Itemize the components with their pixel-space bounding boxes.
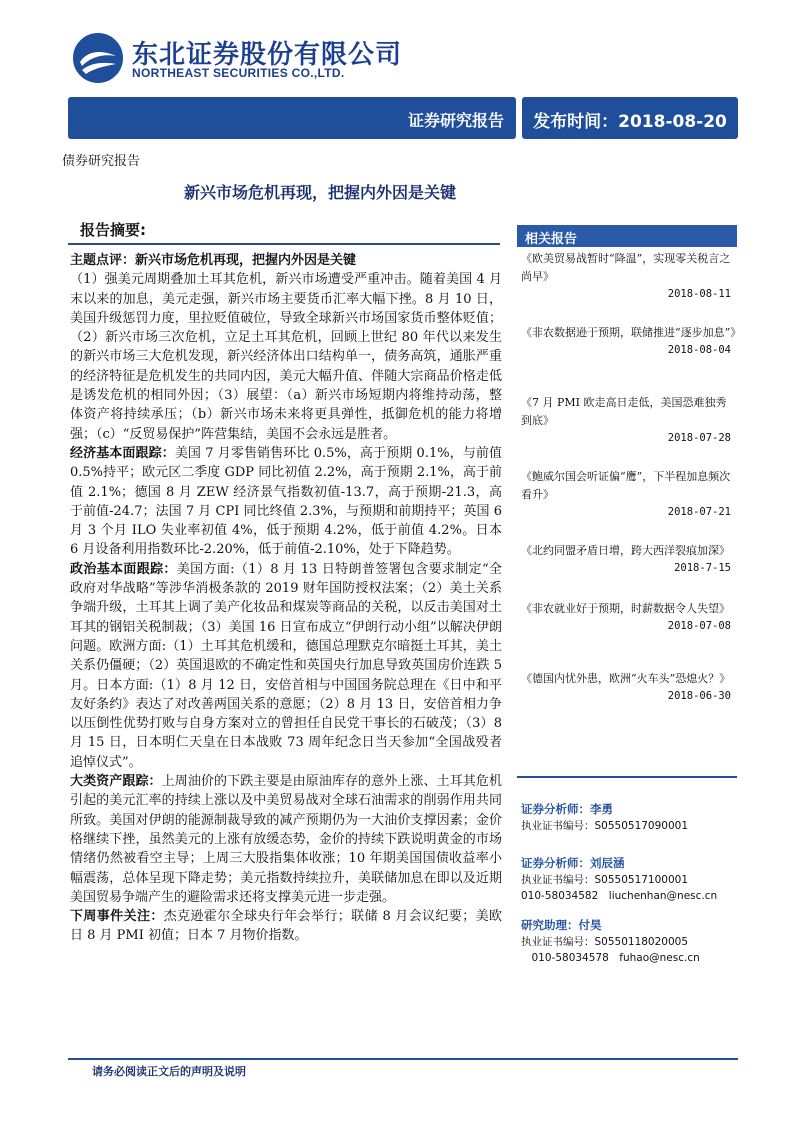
analyst-certificate: 执业证书编号：S0550517090001 bbox=[521, 820, 689, 832]
related-report-item[interactable] bbox=[521, 324, 742, 394]
summary-paragraph-events bbox=[70, 907, 502, 946]
related-report-title[interactable]: 《德国内忧外患，欧洲“火车头”恐熄火？》 bbox=[521, 672, 731, 685]
report-type-label: 证券研究报告 bbox=[407, 111, 504, 130]
paragraph-key: 政治基本面跟踪： bbox=[70, 561, 177, 577]
report-type-banner bbox=[68, 97, 516, 139]
analyst-name: 研究助理：付昊 bbox=[521, 918, 602, 932]
related-report-date: 2018-07-28 bbox=[667, 432, 731, 444]
related-reports-label: 相关报告 bbox=[525, 232, 578, 247]
related-report-date: 2018-07-21 bbox=[667, 506, 731, 518]
paragraph-text: （1）强美元周期叠加土耳其危机，新兴市场遭受严重冲击。随着美国 4 月末以来的加息，美元走强，新兴市场主要货币汇率大幅下挫。8 月 10 日，美国升级惩罚力度，里拉贬值破位，导致全球新兴市场国家货币整体贬值；（2）新兴市场三次危机，立足土耳其危机，回顾上世纪 80 年代以来发生的新兴市场三大危机发现，新兴经济体出口结构单一，债务高筑，通胀严重的经济特征是危机发生的共同内因，美元大幅升值、伴随大宗商品价格走低是诱发危机的相同外因；（3）展望：（a）新兴市场短期内将维持动荡，整体资产将持续承压；（b）新兴市场未来将更具弹性，抵御危机的能力将增强；（c）“反贸易保护”阵营集结，美国不会永远是胜者。 bbox=[70, 272, 502, 442]
analyst-card bbox=[521, 854, 737, 904]
paragraph-text: 杰克逊霍尔全球央行年会举行；联储 8 月会议纪要；美欧日 8 月 PMI 初值；日本 7 月物价指数。 bbox=[70, 909, 502, 944]
related-report-item[interactable] bbox=[521, 670, 737, 730]
summary-paragraph-assets bbox=[70, 772, 502, 907]
summary-paragraph-theme bbox=[70, 251, 502, 444]
paragraph-text: 美国方面:（1）8 月 13 日特朗普签署包含要求制定“全政府对华战略”等涉华消极条款的 2019 财年国防授权法案；（2）美土关系争端升级，土耳其上调了美产化妆品和煤炭等商品的关税，以反击美国对土耳其的钢铝关税制裁；（3）美国 16 日宣布成立“伊朗行动小组”以解决伊朗问题。欧洲方面:（1）土耳其危机缓和，德国总理默克尔暗挺土耳其，美土关系仍僵硬；（2）英国退欧的不确定性和英国央行加息导致英国房价连跌 5 月。日本方面:（1）8 月 12 日，安倍首相与中国国务院总理在《日中和平友好条约》表达了对改善两国关系的意愿；（2）8 月 13 日，安倍首相力争以压倒性优势打败与自身方案对立的曾担任自民党干事长的石破茂；（3）8 月 15 日，日本明仁天皇在日本战败 73 周年纪念日当天参加“全国战殁者追悼仪式”。 bbox=[70, 561, 502, 770]
right-column-divider bbox=[517, 776, 737, 778]
publish-date: 发布时间：2018-08-20 bbox=[533, 112, 727, 132]
related-report-item[interactable] bbox=[521, 600, 737, 670]
footer-divider bbox=[68, 1058, 738, 1060]
related-report-item[interactable] bbox=[521, 250, 737, 324]
summary-paragraph-politics bbox=[70, 560, 502, 772]
company-logo-icon bbox=[72, 32, 124, 84]
related-report-item[interactable] bbox=[521, 394, 737, 468]
related-report-title[interactable]: 《非农就业好于预期，时薪数据令人失望》 bbox=[521, 602, 730, 615]
analyst-name: 证券分析师：刘辰涵 bbox=[521, 856, 625, 870]
paragraph-key: 经济基本面跟踪： bbox=[70, 445, 175, 461]
analyst-certificate: 执业证书编号：S0550118020005 bbox=[521, 936, 689, 948]
related-report-date: 2018-7-15 bbox=[674, 562, 731, 574]
summary-divider bbox=[68, 243, 500, 245]
summary-body bbox=[70, 251, 502, 946]
paragraph-text: 上周油价的下跌主要是由原油库存的意外上涨、土耳其危机引起的美元汇率的持续上涨以及中美贸易战对全球石油需求的削弱作用共同所致。美国对伊朗的能源制裁导致的减产预期仍为一大油价支撑因素；金价格继续下挫，虽然美元的上涨有放缓态势，金价的持续下跌说明黄金的市场情绪仍然被看空主导；上周三大股指集体收涨；10 年期美国国债收益率小幅震荡，总体呈现下降走势；美元指数持续拉升，美联储加息在即以及近期美国贸易争端产生的避险需求还将支撑美元进一步走强。 bbox=[70, 774, 502, 905]
analyst-list bbox=[521, 800, 737, 976]
report-category: 债券研究报告 bbox=[62, 154, 141, 169]
related-report-item[interactable] bbox=[521, 468, 737, 542]
related-reports-header bbox=[517, 225, 737, 247]
related-report-date: 2018-08-04 bbox=[667, 344, 731, 356]
paragraph-key: 大类资产跟踪： bbox=[70, 774, 162, 790]
related-report-date: 2018-07-08 bbox=[667, 620, 731, 632]
related-reports-list bbox=[521, 250, 742, 730]
summary-heading: 报告摘要: bbox=[80, 221, 146, 239]
analyst-contact[interactable]: 010-58034582 liuchenhan@nesc.cn bbox=[521, 890, 718, 902]
analyst-name: 证券分析师：李勇 bbox=[521, 802, 613, 816]
paragraph-text: 美国 7 月零售销售环比 0.5%，高于预期 0.1%，与前值 0.5%持平；欧元区二季度 GDP 同比初值 2.2%，高于预期 2.1%，高于前值 2.1%；德国 8 月 ZEW 经济景气指数初值-13.7，高于预期-21.3，高于前值-24.7；法国 7 月 CPI 同比终值 2.3%，与预期和前期持平；英国 6 月 3 个月 ILO 失业率初值 4%，低于预期 4.2%，低于前值 4.2%。日本 6 月设备利用指数环比-2.20%，低于前值-2.10%，处于下降趋势。 bbox=[70, 445, 502, 558]
analyst-certificate: 执业证书编号：S0550517100001 bbox=[521, 874, 689, 886]
related-report-title[interactable]: 《鲍威尔国会听证偏“鹰”，下半程加息频次看升》 bbox=[521, 470, 731, 501]
related-report-title[interactable]: 《7 月 PMI 欧走高日走低，美国恐难独秀到底》 bbox=[521, 396, 727, 427]
paragraph-key: 下周事件关注： bbox=[70, 909, 164, 925]
related-report-title[interactable]: 《欧美贸易战暂时“降温”，实现零关税言之尚早》 bbox=[521, 252, 731, 283]
related-report-title[interactable]: 《北约同盟矛盾日增，跨大西洋裂痕加深》 bbox=[521, 544, 730, 557]
summary-paragraph-economy bbox=[70, 444, 502, 560]
related-report-date: 2018-08-11 bbox=[667, 288, 731, 300]
company-name-en: NORTHEAST SECURITIES CO.,LTD. bbox=[132, 66, 345, 80]
related-report-item[interactable] bbox=[521, 542, 737, 600]
page-title: 新兴市场危机再现，把握内外因是关键 bbox=[183, 183, 456, 202]
footer-disclaimer: 请务必阅读正文后的声明及说明 bbox=[92, 1065, 246, 1078]
company-name-cn: 东北证券股份有限公司 bbox=[132, 40, 403, 70]
paragraph-key: 主题点评：新兴市场危机再现，把握内外因是关键 bbox=[70, 253, 357, 268]
analyst-card bbox=[521, 800, 737, 834]
analyst-contact[interactable]: 010-58034578 fuhao@nesc.cn bbox=[521, 952, 700, 964]
related-report-date: 2018-06-30 bbox=[667, 690, 731, 702]
related-report-title[interactable]: 《非农数据逊于预期，联储推进“逐步加息”》 bbox=[521, 326, 742, 339]
analyst-card bbox=[521, 916, 737, 966]
publish-date-banner bbox=[522, 97, 738, 139]
